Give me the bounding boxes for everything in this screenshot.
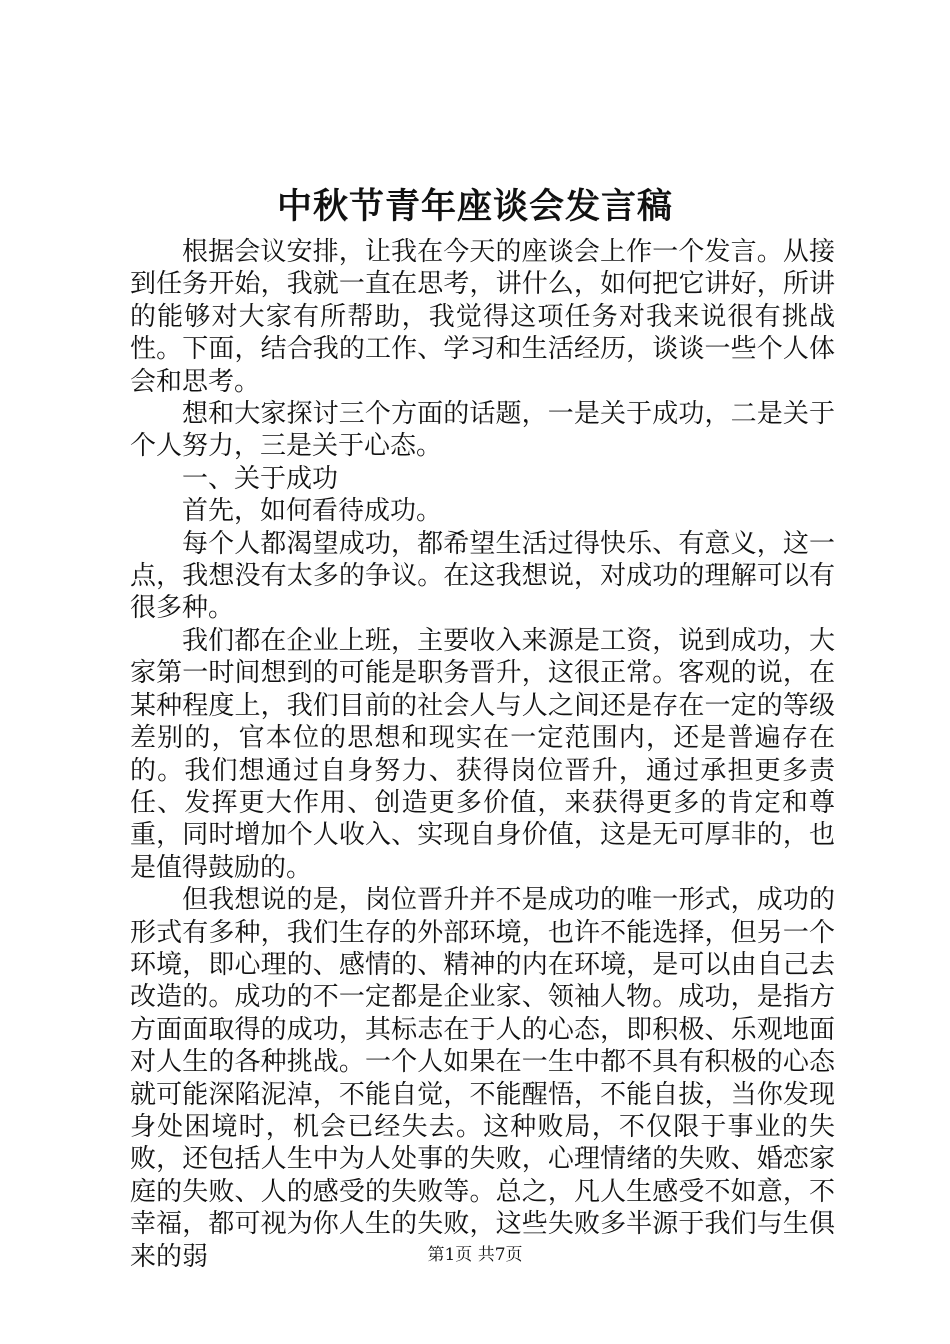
section-heading: 一、关于成功 <box>182 463 339 494</box>
paragraph-3: 首先，如何看待成功。 <box>182 496 443 527</box>
paragraph-1: 根据会议安排，让我在今天的座谈会上作一个发言。从接到任务开始，我就一直在思考，讲什么，如何把它讲好，所讲的能够对大家有所帮助，我觉得这项任务对我来说很有挑战性。下面，结合我的工作、学习和生活经历，谈谈一些个人体会和思考。 <box>130 237 835 397</box>
paragraph-4: 每个人都渴望成功，都希望生活过得快乐、有意义，这一点，我想没有太多的争议。在这我想说，对成功的理解可以有很多种。 <box>130 528 835 624</box>
paragraph-6: 但我想说的是，岗位晋升并不是成功的唯一形式，成功的形式有多种，我们生存的外部环境，也许不能选择，但另一个环境，即心理的、感情的、精神的内在环境，是可以由自己去改造的。成功的不一定都是企业家、领袖人物。成功，是指方方面面取得的成功，其标志在于人的心态，即积极、乐观地面对人生的各种挑战。一个人如果在一生中都不具有积极的心态就可能深陷泥淖，不能自觉，不能醒悟，不能自拔，当你发现身处困境时，机会已经失去。这种败局，不仅限于事业的失败，还包括人生中为人处事的失败，心理情绪的失败、婚恋家庭的失败、人的感受的失败等。总之，凡人生感受不如意，不幸福，都可视为你人生的失败，这些失败多半源于我们与生俱来的弱 <box>130 885 835 1272</box>
document-body <box>130 236 835 1273</box>
paragraph-5: 我们都在企业上班，主要收入来源是工资，说到成功，大家第一时间想到的可能是职务晋升，这很正常。客观的说，在某种程度上，我们目前的社会人与人之间还是存在一定的等级差别的，官本位的思想和现实在一定范围内，还是普遍存在的。我们想通过自身努力、获得岗位晋升，通过承担更多责任、发挥更大作用、创造更多价值，来获得更多的肯定和尊重，同时增加个人收入、实现自身价值，这是无可厚非的，也是值得鼓励的。 <box>130 625 835 883</box>
document-title: 中秋节青年座谈会发言稿 <box>276 186 673 227</box>
page-footer: 第1页 共7页 <box>427 1245 523 1265</box>
paragraph-2: 想和大家探讨三个方面的话题，一是关于成功，二是关于个人努力，三是关于心态。 <box>130 399 835 462</box>
